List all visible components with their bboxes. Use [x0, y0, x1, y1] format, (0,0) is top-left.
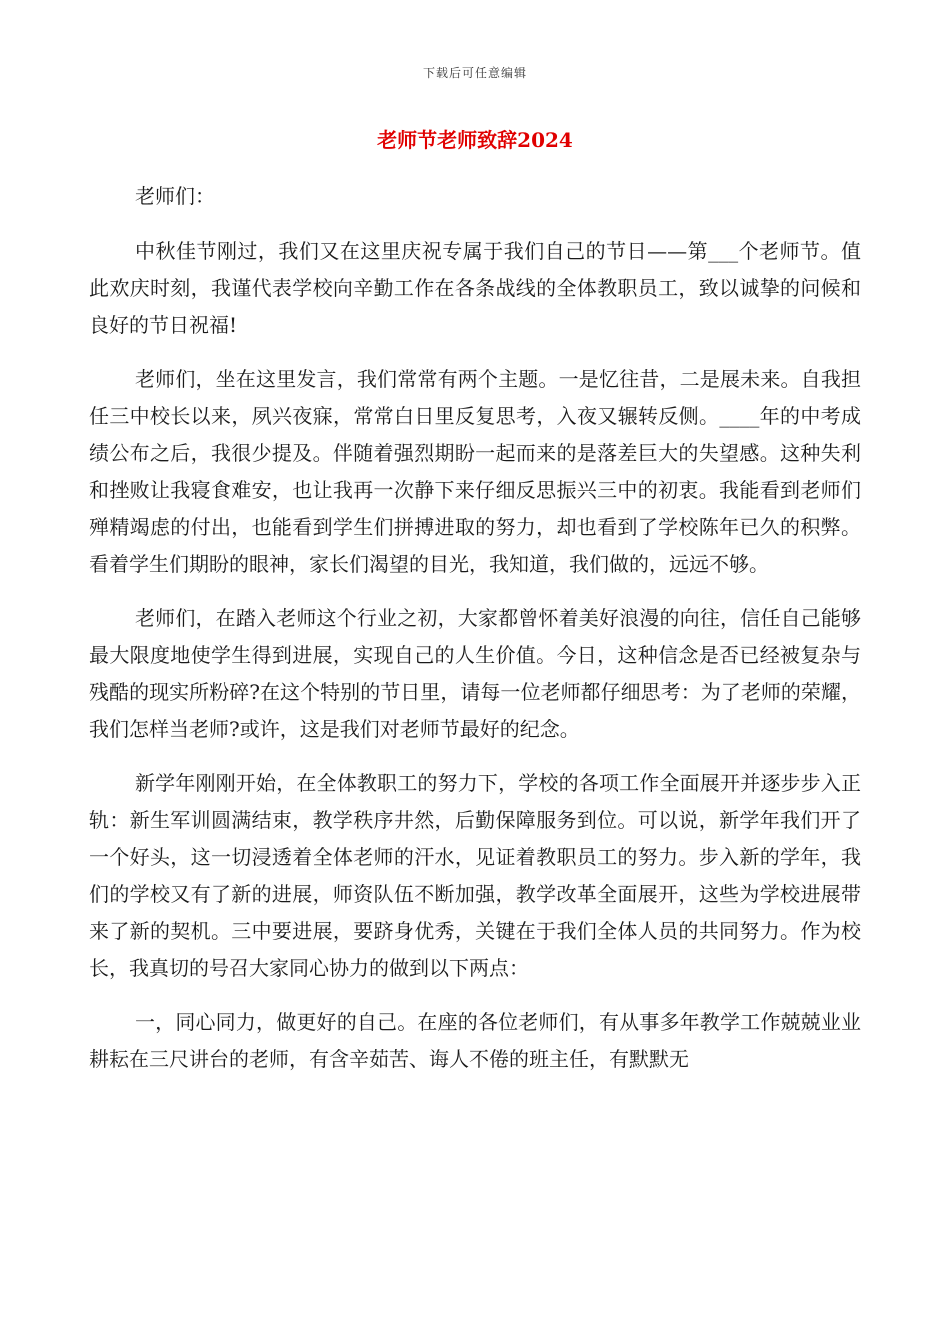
- document-title: 老师节老师致辞2024: [377, 128, 573, 152]
- document-body: [89, 178, 861, 1095]
- header-note: 下载后可任意编辑: [422, 66, 527, 80]
- paragraph-1: 中秋佳节刚过，我们又在这里庆祝专属于我们自己的节日——第___个老师节。值此欢庆时刻，我谨代表学校向辛勤工作在各条战线的全体教职员工，致以诚挚的问候和良好的节日祝福!: [89, 239, 861, 337]
- paragraph-3: 老师们，在踏入老师这个行业之初，大家都曾怀着美好浪漫的向往，信任自己能够最大限度地使学生得到进展，实现自己的人生价值。今日，这种信念是否已经被复杂与残酷的现实所粉碎?在这个特别的节日里，请每一位老师都仔细思考：为了老师的荣耀，我们怎样当老师?或许，这是我们对老师节最好的纪念。: [89, 606, 861, 741]
- salutation: 老师们：: [135, 184, 215, 208]
- paragraph-5: 一，同心同力，做更好的自己。在座的各位老师们，有从事多年教学工作兢兢业业耕耘在三尺讲台的老师，有含辛茹苦、诲人不倦的班主任，有默默无: [89, 1010, 861, 1071]
- paragraph-4: 新学年刚刚开始，在全体教职工的努力下，学校的各项工作全面展开并逐步步入正轨：新生军训圆满结束，教学秩序井然，后勤保障服务到位。可以说，新学年我们开了一个好头，这一切浸透着全体老师的汗水，见证着教职员工的努力。步入新的学年，我们的学校又有了新的进展，师资队伍不断加强，教学改革全面展开，这些为学校进展带来了新的契机。三中要进展，要跻身优秀，关键在于我们全体人员的共同努力。作为校长，我真切的号召大家同心协力的做到以下两点：: [89, 771, 861, 980]
- paragraph-2: 老师们，坐在这里发言，我们常常有两个主题。一是忆往昔，二是展未来。自我担任三中校长以来，夙兴夜寐，常常白日里反复思考，入夜又辗转反侧。____年的中考成绩公布之后，我很少提及。伴随着强烈期盼一起而来的是落差巨大的失望感。这种失利和挫败让我寝食难安，也让我再一次静下来仔细反思振兴三中的初衷。我能看到老师们殚精竭虑的付出，也能看到学生们拼搏进取的努力，却也看到了学校陈年已久的积弊。看着学生们期盼的眼神，家长们渴望的目光，我知道，我们做的，远远不够。: [89, 367, 861, 576]
